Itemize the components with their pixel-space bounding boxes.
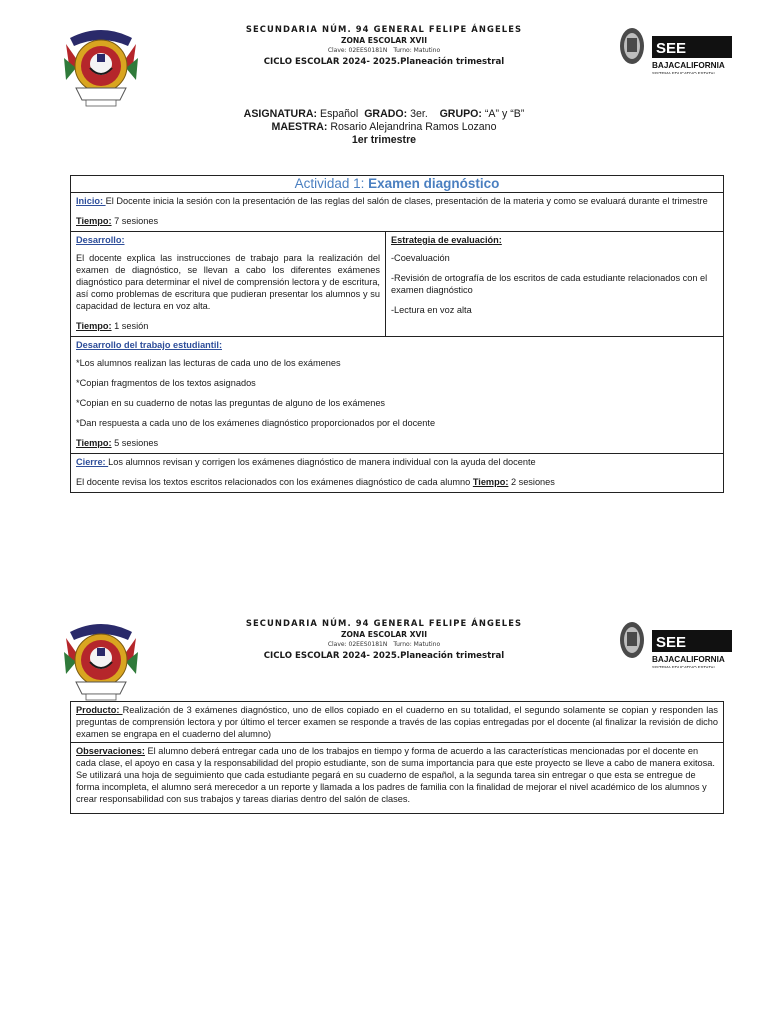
- school-clave: Clave: 02EES0181N Turno: Matutino: [327, 47, 441, 54]
- school-zone: ZONA ESCOLAR XVII: [340, 630, 428, 639]
- cierre-text: Los alumnos revisan y corrigen los exámenes diagnóstico de manera individual con la ayuda del docente: [108, 457, 536, 467]
- school-info: [224, 618, 544, 662]
- state-seal-icon: [620, 622, 644, 658]
- producto-label: Producto:: [76, 705, 123, 715]
- inicio-label: Inicio:: [76, 196, 106, 206]
- school-crest-icon: [62, 24, 140, 110]
- school-info: [224, 24, 544, 68]
- estrategia-item: -Coevaluación: [391, 253, 450, 263]
- estrategia-item: -Lectura en voz alta: [391, 305, 472, 315]
- state-seal-icon: [620, 28, 644, 64]
- cierre-text-2: El docente revisa los textos escritos relacionados con los exámenes diagnóstico de cada alumno: [76, 477, 473, 487]
- trabajo-label: Desarrollo del trabajo estudiantil:: [76, 340, 223, 350]
- svg-text:SISTEMA EDUCATIVO ESTATAL: SISTEMA EDUCATIVO ESTATAL: [652, 665, 716, 668]
- school-name: SECUNDARIA NÚM. 94 GENERAL FELIPE ÁNGELES: [245, 24, 523, 34]
- trabajo-item: *Copian en su cuaderno de notas las preguntas de alguno de los exámenes: [76, 398, 386, 408]
- cierre-section: Cierre: Los alumnos revisan y corrigen los exámenes diagnóstico de manera individual con la ayuda del docente El docente revisa los textos escritos relacionados con los exámenes diagnóstico de cada alumno Tiempo: 2 sesiones: [71, 454, 724, 493]
- page-header-1: [0, 24, 768, 114]
- teacher-line: MAESTRA: Rosario Alejandrina Ramos Lozano: [271, 121, 497, 133]
- estrategia-section: [386, 232, 724, 337]
- page-header-2: [0, 618, 768, 708]
- see-bajacalifornia-logo: [618, 24, 734, 74]
- cierre-tiempo: 2 sesiones: [508, 477, 555, 487]
- producto-section: [71, 702, 724, 743]
- svg-text:SEE: SEE: [656, 40, 687, 57]
- trabajo-item: *Los alumnos realizan las lecturas de cada uno de los exámenes: [76, 358, 341, 368]
- trabajo-section: Desarrollo del trabajo estudiantil: *Los alumnos realizan las lecturas de cada uno de los exámenes *Copian fragmentos de los textos asignados *Copian en su cuaderno de notas las preguntas de alguno de los exámenes *Dan respuesta a cada uno de los exámenes diagnóstico proporcionados por el docente Tiempo: 5 sesiones: [71, 337, 724, 454]
- inicio-section: Inicio: El Docente inicia la sesión con la presentación de las reglas del salón de clases, presentación de la materia y como se evaluará durante el trimestre Tiempo: 7 sesiones: [71, 193, 724, 232]
- inicio-tiempo: 7 sesiones: [111, 216, 159, 226]
- school-cycle: CICLO ESCOLAR 2024- 2025.Planeación trimestral: [263, 57, 505, 67]
- trabajo-item: *Copian fragmentos de los textos asignados: [76, 378, 256, 388]
- desarrollo-text: El docente explica las instrucciones de trabajo para la realización del examen de diagnóstico, se llevan a cabo los diferentes exámenes diagnóstico para determinar el nivel de comprensión lectora y de escritura, así como problemas de escritura que pudieran presentar los alumnos y su capacidad de lectura en voz alta.: [76, 253, 380, 311]
- svg-text:BAJACALIFORNIA: BAJACALIFORNIA: [652, 61, 725, 70]
- trabajo-tiempo: 5 sesiones: [111, 438, 159, 448]
- svg-text:SISTEMA EDUCATIVO ESTATAL: SISTEMA EDUCATIVO ESTATAL: [652, 71, 716, 74]
- school-crest-icon: [62, 618, 140, 704]
- observaciones-text: El alumno deberá entregar cada uno de los trabajos en tiempo y forma de acuerdo a las características mencionadas por el docente en cada clase, el apoyo en casa y la responsabilidad del propio estudiante, son de suma importancia para que este proyecto se lleve a cabo de manera exitosa. Se utilizará una hoja de seguimiento que cada estudiante pegará en su cuaderno de español, a la segunda tarea sin entregar o que esta se entregue de forma incompleta, el alumno será merecedor a un reporte y llamada a los padres de familia con la finalidad de mejorar el nivel académico de los alumnos y crear responsabilidad con sus trabajos y tareas diarias dentro del salón de clases.: [76, 746, 715, 804]
- subject-info: [0, 108, 768, 147]
- trabajo-item: *Dan respuesta a cada uno de los exámenes diagnóstico proporcionados por el docente: [76, 418, 436, 428]
- school-name: SECUNDARIA NÚM. 94 GENERAL FELIPE ÁNGELES: [245, 618, 523, 628]
- estrategia-label: Estrategia de evaluación:: [391, 235, 502, 245]
- cierre-label: Cierre:: [76, 457, 109, 467]
- inicio-text: El Docente inicia la sesión con la presentación de las reglas del salón de clases, presentación de la materia y como se evaluará durante el trimestre: [105, 196, 708, 206]
- school-cycle: CICLO ESCOLAR 2024- 2025.Planeación trimestral: [263, 651, 505, 661]
- desarrollo-label: Desarrollo:: [76, 235, 125, 245]
- school-clave: Clave: 02EES0181N Turno: Matutino: [327, 641, 441, 648]
- desarrollo-section: Desarrollo: El docente explica las instrucciones de trabajo para la realización del examen de diagnóstico, se llevan a cabo los diferentes exámenes diagnóstico para determinar el nivel de comprensión lectora y de escritura, así como problemas de escritura que pudieran presentar los alumnos y su capacidad de lectura en voz alta. Tiempo: 1 sesión: [71, 232, 386, 337]
- activity-table: [70, 175, 724, 493]
- estrategia-item: -Revisión de ortografía de los escritos de cada estudiante relacionados con el examen diagnóstico: [391, 273, 708, 295]
- observaciones-label: Observaciones:: [76, 746, 145, 756]
- producto-text: Realización de 3 exámenes diagnóstico, uno de ellos copiado en el cuaderno en su totalidad, el segundo solamente se copian y responden las preguntas de comprensión lectora y por último el tercer examen se responde a través de las copias entregadas por el docente (al finalizar la revisión de dicho examen se engrapa en el cuaderno del alumno): [76, 705, 718, 739]
- svg-text:SEE: SEE: [656, 634, 687, 651]
- subject-line: ASIGNATURA: Español GRADO: 3er. GRUPO: “A” y “B”: [243, 108, 525, 120]
- product-table: [70, 701, 724, 814]
- desarrollo-tiempo: 1 sesión: [111, 321, 149, 331]
- term-line: 1er trimestre: [351, 134, 417, 146]
- see-bajacalifornia-logo: [618, 618, 734, 668]
- activity-title: Actividad 1: Examen diagnóstico: [71, 176, 724, 193]
- svg-text:BAJACALIFORNIA: BAJACALIFORNIA: [652, 655, 725, 664]
- school-zone: ZONA ESCOLAR XVII: [340, 36, 428, 45]
- observaciones-section: [71, 743, 724, 814]
